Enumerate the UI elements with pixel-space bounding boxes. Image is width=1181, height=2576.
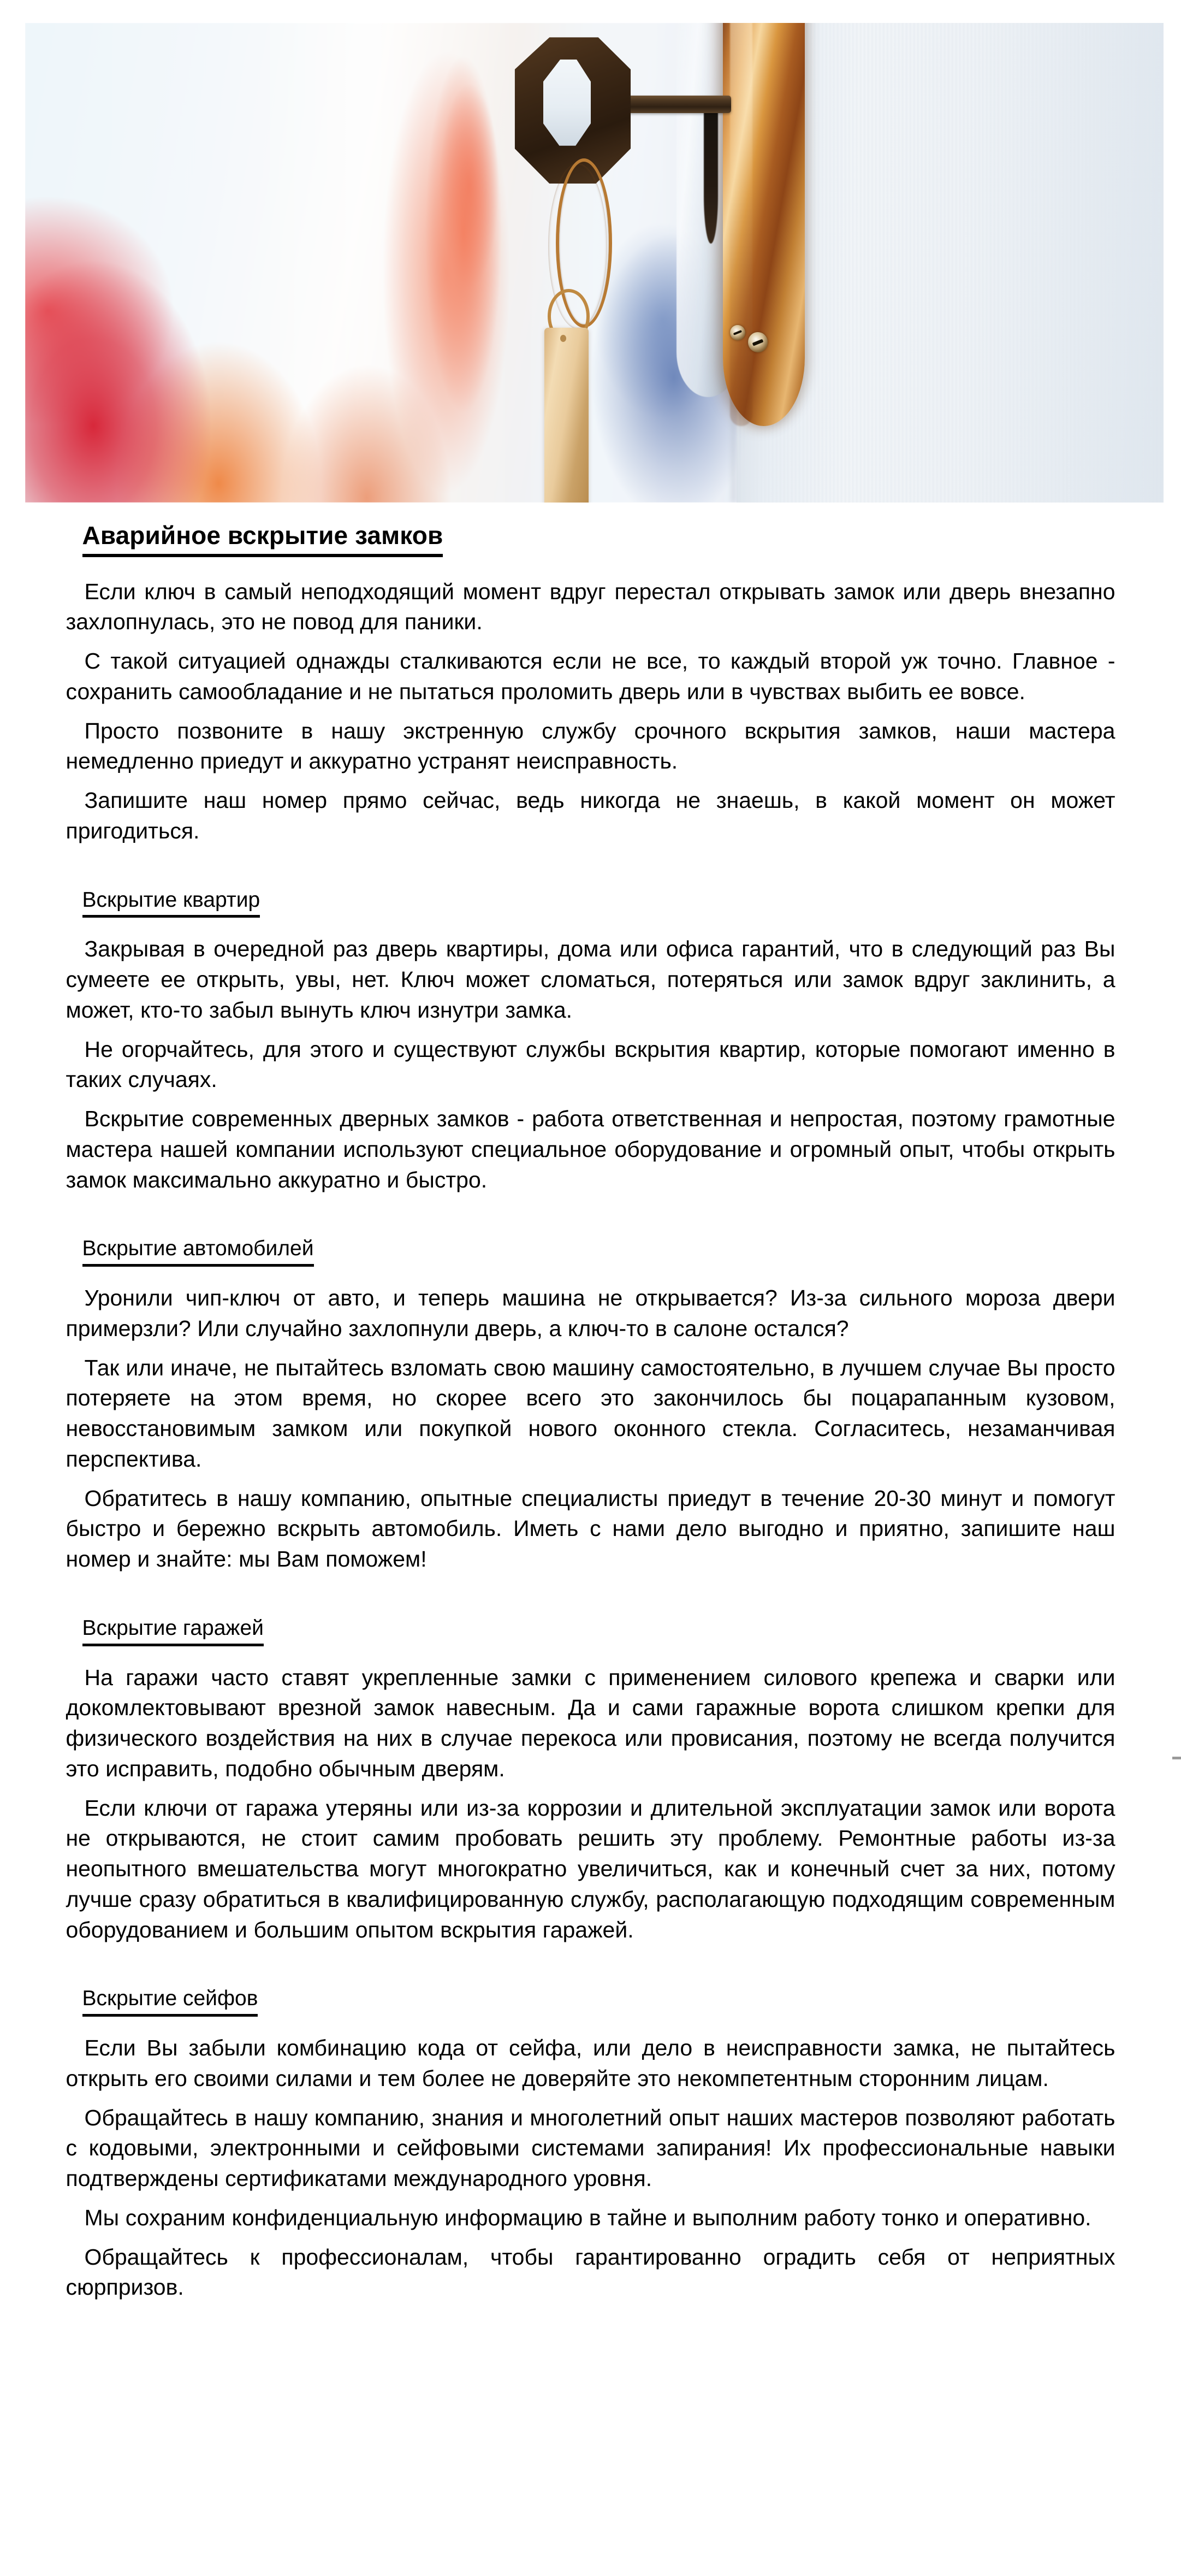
section-heading-cars: Вскрытие автомобилей [82,1236,314,1267]
section-paragraph: Не огорчайтесь, для этого и существуют службы вскрытия квартир, которые помогают именно в таких случаях. [66,1036,1115,1092]
section-paragraph: Если Вы забыли комбинацию кода от сейфа, или дело в неисправности замка, не пытайтесь открыть его своими силами и тем более не доверяйте это некомпетентным сторонним лицам. [66,2035,1115,2091]
section-heading-row-apartments [66,887,1115,918]
section-heading-garages: Вскрытие гаражей [82,1615,264,1646]
hero-image [25,23,1164,503]
article-body [0,503,1181,2303]
section-paragraph: Вскрытие современных дверных замков - работа ответственная и непростая, поэтому грамотные мастера нашей компании используют специальное оборудование и огромный опыт, чтобы открыть замок максимально аккуратно и быстро. [66,1106,1115,1192]
page-title: Аварийное вскрытие замков [82,520,443,557]
intro-paragraph: Запишите наш номер прямо сейчас, ведь никогда не знаешь, в какой момент он может пригодиться. [66,788,1115,843]
escutcheon-highlight [730,23,753,426]
section-paragraph: Обратитесь в нашу компанию, опытные специалисты приедут в течение 20-30 минут и помогут быстро и бережно вскрыть автомобиль. Иметь с нами дело выгодно и приятно, запишите наш номер и знайте: мы Вам поможем! [66,1485,1115,1571]
section-paragraph: Закрывая в очередной раз дверь квартиры, дома или офиса гарантий, что в следующий раз Вы сумеете ее открыть, увы, нет. Ключ может сломаться, потеряться или замок вдруг заклинить, а может, кто-то забыл вынуть ключ изнутри замка. [66,936,1115,1023]
section-heading-row-garages [66,1615,1115,1646]
page-title-row [66,503,1115,560]
key-tag [544,328,589,503]
section-heading-row-cars [66,1236,1115,1267]
section-heading-row-safes [66,1986,1115,2017]
intro-paragraph: С такой ситуацией однажды сталкиваются если не все, то каждый второй уж точно. Главное - сохранить самообладание и не пытаться проломить дверь или в чувствах выбить ее вовсе. [66,648,1115,704]
section-paragraph: На гаражи часто ставят укрепленные замки с применением силового крепежа и сварки или докомлектовывают врезной замок навесным. Да и сами гаражные ворота слишком крепки для физического воздействия на них в случае перекоса или провисания, поэтому не всегда получится это исправить, подобно обычным дверям. [66,1664,1115,1781]
screw-icon [730,325,745,340]
intro-paragraph: Просто позвоните в нашу экстренную службу срочного вскрытия замков, наши мастера немедленно приедут и аккуратно устранят неисправность. [66,718,1115,774]
section-heading-apartments: Вскрытие квартир [82,887,260,918]
key-shaft [623,96,731,113]
section-paragraph: Мы сохраним конфиденциальную информацию в тайне и выполним работу тонко и оперативно. [84,2205,1091,2230]
section-paragraph: Обращайтесь в нашу компанию, знания и многолетний опыт наших мастеров позволяют работать с кодовыми, электронными и сейфовыми системами запирания! Их профессиональные навыки подтверждены сертификатами международного уровня. [66,2105,1115,2191]
keyhole-slot [704,99,718,243]
section-paragraph: Так или иначе, не пытайтесь взломать свою машину самостоятельно, в лучшем случае Вы просто потеряете на этом время, но скорее всего это закончилось бы поцарапанным кузовом, невосстановимым замком или покупкой нового оконного стекла. Согласитесь, незаманчивая перспектива. [66,1355,1115,1472]
section-paragraph: Если ключи от гаража утеряны или из-за коррозии и длительной эксплуатации замок или ворота не открываются, не стоит самим пробовать решить эту проблему. Ремонтные работы из-за неопытного вмешательства могут многократно увеличиться, как и конечный счет за них, потому лучше сразу обратиться в квалифицированную службу, располагающую подходящим современным оборудованием и большим опытом вскрытия гаражей. [66,1795,1115,1942]
section-paragraph: Уронили чип-ключ от авто, и теперь машина не открывается? Из-за сильного мороза двери примерзли? Или случайно захлопнули дверь, а ключ-то в салоне остался? [66,1285,1115,1341]
section-heading-safes: Вскрытие сейфов [82,1986,258,2017]
intro-paragraph: Если ключ в самый неподходящий момент вдруг перестал открывать замок или дверь внезапно захлопнулась, это не повод для паники. [66,578,1115,635]
edge-artifact-mark [1172,1757,1181,1759]
section-paragraph: Обращайтесь к профессионалам, чтобы гарантированно оградить себя от неприятных сюрпризов. [66,2244,1115,2300]
